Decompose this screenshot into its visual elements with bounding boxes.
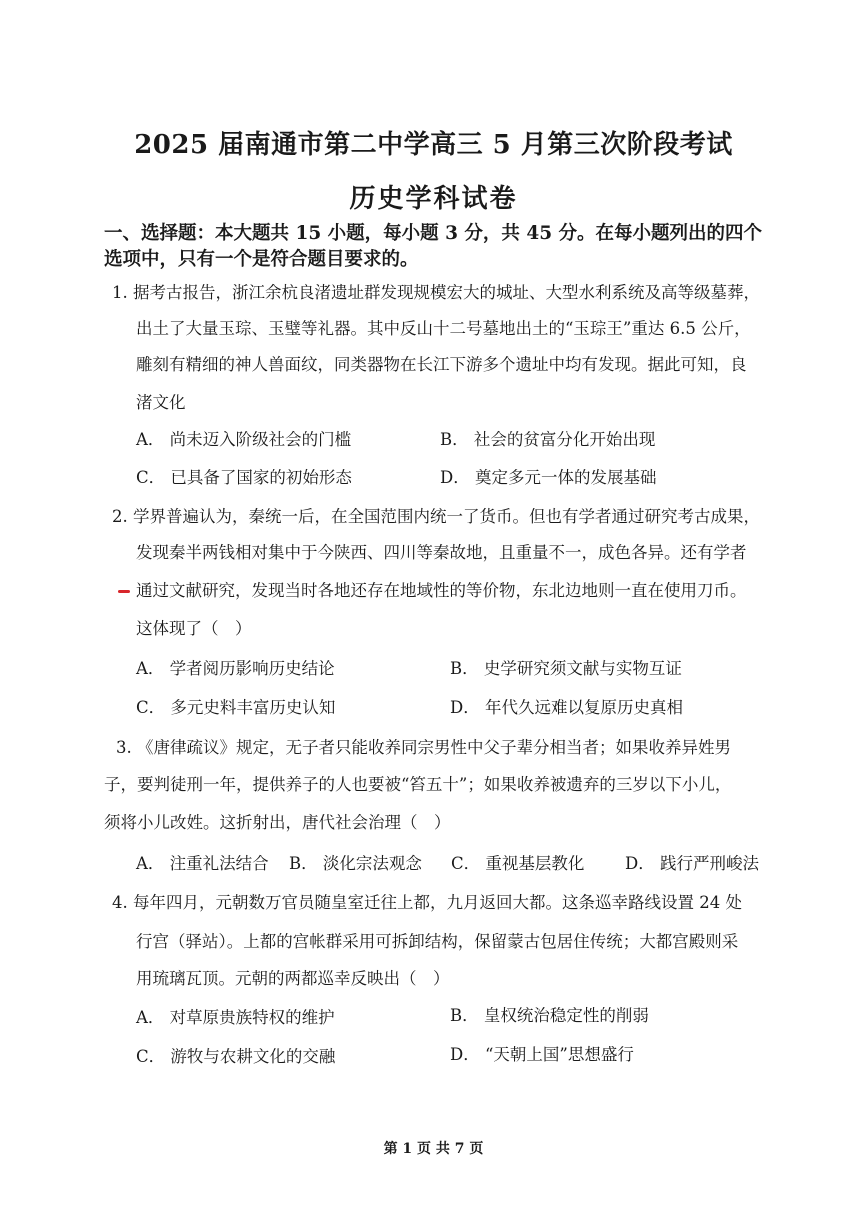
q2-line3: 通过文献研究，发现当时各地还存在地域性的等价物，东北边地则一直在使用刀币。 — [136, 581, 747, 600]
q4-option-b: B． 皇权统治稳定性的削弱 — [450, 1006, 649, 1025]
q4-option-c: C． 游牧与农耕文化的交融 — [136, 1047, 336, 1066]
q1-option-b: B． 社会的贫富分化开始出现 — [440, 430, 656, 449]
q2-option-c: C． 多元史料丰富历史认知 — [136, 698, 336, 717]
q3-option-a: A． 注重礼法结合 — [136, 854, 269, 873]
q1-line2: 出土了大量玉琮、玉璧等礼器。其中反山十二号墓地出土的“玉琮王”重达 6.5 公斤， — [136, 319, 751, 338]
q4-option-a: A． 对草原贵族特权的维护 — [136, 1008, 335, 1027]
q2-line2: 发现秦半两钱相对集中于今陕西、四川等秦故地，且重量不一，成色各异。还有学者 — [136, 543, 747, 562]
q4-line1: 4. 每年四月，元朝数万官员随皇室迁往上都，九月返回大都。这条巡幸路线设置 24 处 — [112, 893, 742, 912]
q1-line4: 渚文化 — [136, 393, 186, 412]
q2-line4: 这体现了（ ） — [136, 619, 252, 638]
q2-option-d: D． 年代久远难以复原历史真相 — [450, 698, 683, 717]
q4-option-d: D． “天朝上国”思想盛行 — [450, 1045, 634, 1064]
q2-option-a: A． 学者阅历影响历史结论 — [136, 659, 335, 678]
section-heading-line2: 选项中，只有一个是符合题目要求的。 — [104, 249, 419, 270]
page-footer: 第 1 页 共 7 页 — [383, 1141, 484, 1157]
q3-option-c: C． 重视基层教化 — [451, 854, 585, 873]
q3-line3: 须将小儿改姓。这折射出，唐代社会治理（ ） — [104, 813, 451, 832]
q3-option-d: D． 践行严刑峻法 — [625, 854, 759, 873]
q1-option-d: D． 奠定多元一体的发展基础 — [440, 468, 657, 487]
q1-option-c: C． 已具备了国家的初始形态 — [136, 468, 352, 487]
exam-title: 2025 届南通市第二中学高三 5 月第三次阶段考试 — [134, 130, 733, 160]
q3-line1: 3. 《唐律疏议》规定，无子者只能收养同宗男性中父子辈分相当者；如果收养异姓男 — [116, 738, 731, 757]
section-heading — [104, 221, 764, 273]
q3-option-b: B． 淡化宗法观念 — [289, 854, 422, 873]
q1-line1: 1. 据考古报告，浙江余杭良渚遗址群发现规模宏大的城址、大型水利系统及高等级墓葬， — [112, 283, 760, 302]
q1-option-a: A． 尚未迈入阶级社会的门槛 — [136, 430, 352, 449]
q4-line2: 行宫（驿站）。上都的宫帐群采用可拆卸结构，保留蒙古包居住传统；大都宫殿则采 — [136, 932, 739, 951]
exam-subtitle: 历史学科试卷 — [349, 184, 518, 214]
red-pen-mark — [118, 590, 130, 593]
q1-line3: 雕刻有精细的神人兽面纹，同类器物在长江下游多个遗址中均有发现。据此可知，良 — [136, 355, 747, 374]
q3-line2: 子，要判徒刑一年，提供养子的人也要被“笞五十”；如果收养被遗弃的三岁以下小儿， — [104, 775, 732, 794]
q2-option-b: B． 史学研究须文献与实物互证 — [450, 659, 682, 678]
q2-line1: 2. 学界普遍认为，秦统一后，在全国范围内统一了货币。但也有学者通过研究考古成果， — [112, 507, 760, 526]
q4-line3: 用琉璃瓦顶。元朝的两都巡幸反映出（ ） — [136, 969, 450, 988]
section-heading-line1: 一、选择题：本大题共 15 小题，每小题 3 分，共 45 分。在每小题列出的四个 — [104, 223, 763, 244]
